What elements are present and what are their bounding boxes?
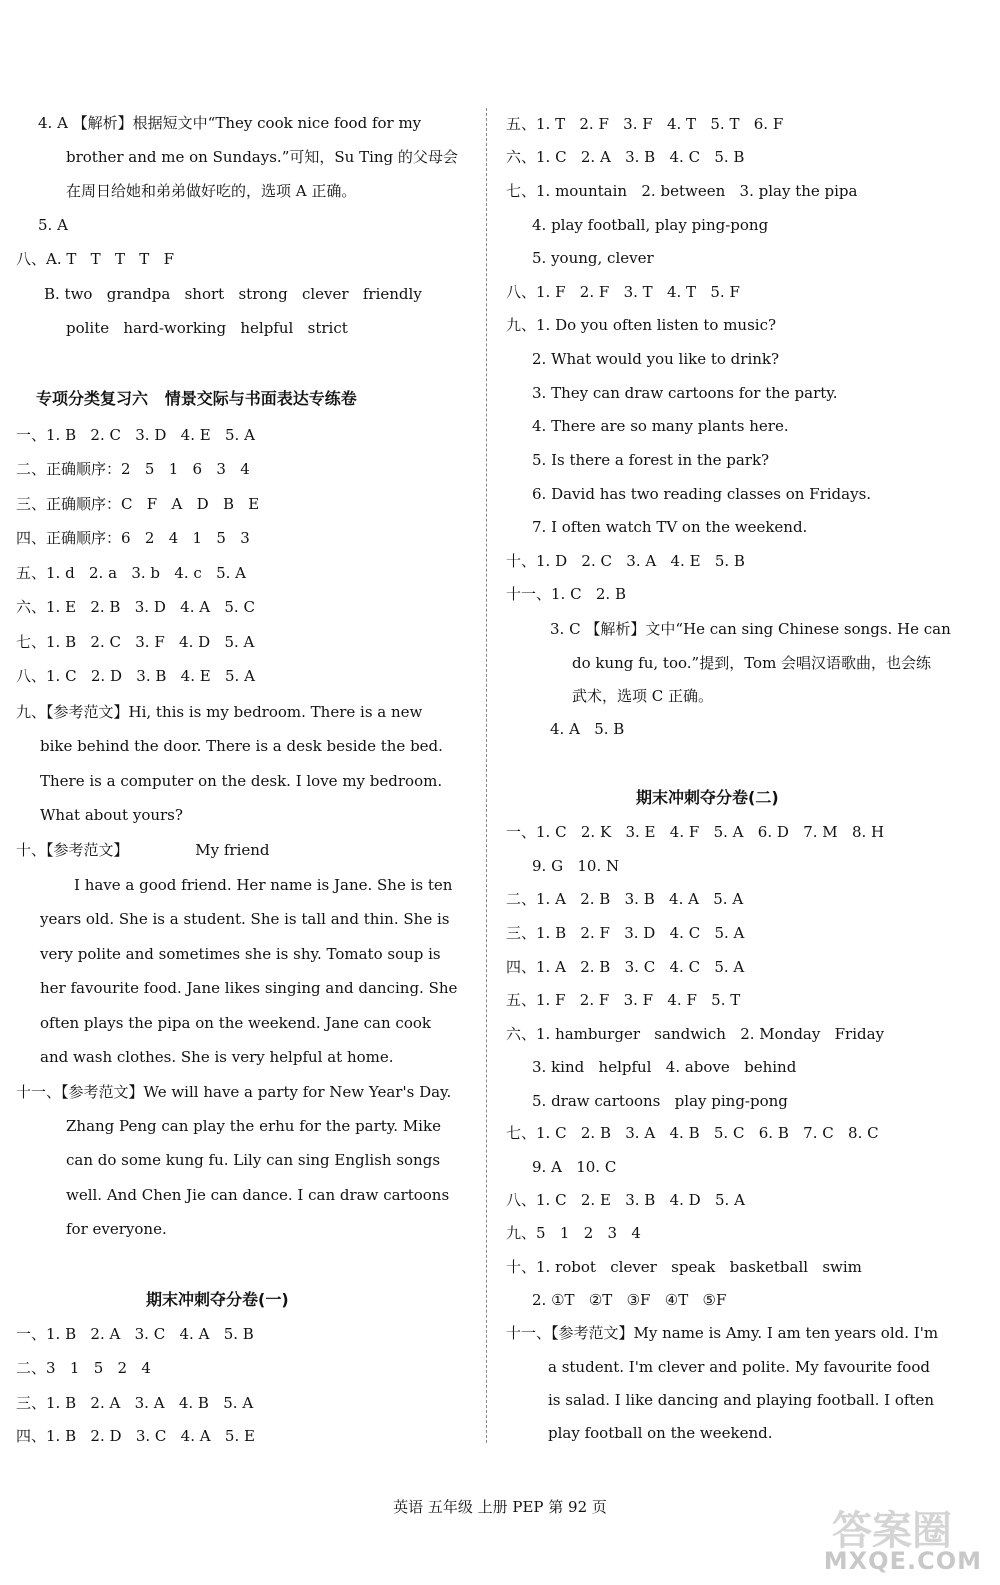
column-divider — [486, 108, 487, 1443]
text-line: 9. G 10. N — [532, 857, 620, 875]
watermark — [782, 1499, 982, 1579]
text-line: What about yours? — [40, 806, 183, 824]
section-heading: 期末冲刺夺分卷(二) — [636, 788, 779, 807]
text-line: 三、1. B 2. F 3. D 4. C 5. A — [506, 924, 745, 942]
text-line: 4. A 【解析】根据短文中“They cook nice food for my — [38, 114, 422, 132]
text-line: 一、1. C 2. K 3. E 4. F 5. A 6. D 7. M 8. H — [506, 823, 885, 841]
text-line: 六、1. C 2. A 3. B 4. C 5. B — [506, 148, 745, 166]
text-line: I have a good friend. Her name is Jane. She is ten — [74, 876, 453, 894]
text-line: 七、1. C 2. B 3. A 4. B 5. C 6. B 7. C 8. C — [506, 1124, 879, 1142]
text-line: 二、正确顺序：2 5 1 6 3 4 — [16, 460, 250, 478]
text-line: bike behind the door. There is a desk beside the bed. — [40, 737, 443, 755]
text-line: 十、【参考范文】 My friend — [16, 841, 270, 859]
text-line: 4. There are so many plants here. — [532, 417, 789, 435]
text-line: 九、1. Do you often listen to music? — [506, 316, 777, 334]
text-line: 3. kind helpful 4. above behind — [532, 1058, 797, 1076]
text-line: Zhang Peng can play the erhu for the party. Mike — [66, 1117, 441, 1135]
page-footer: 英语 五年级 上册 PEP 第 92 页 — [393, 1498, 607, 1516]
text-line: for everyone. — [66, 1220, 167, 1238]
text-line: 八、1. C 2. E 3. B 4. D 5. A — [506, 1191, 745, 1209]
text-line: very polite and sometimes she is shy. Tomato soup is — [40, 945, 441, 963]
text-line: do kung fu, too.”提到，Tom 会唱汉语歌曲，也会练 — [572, 654, 932, 672]
text-line: 三、1. B 2. A 3. A 4. B 5. A — [16, 1394, 254, 1412]
text-line: 2. ①T ②T ③F ④T ⑤F — [532, 1291, 727, 1309]
text-line: is salad. I like dancing and playing football. I often — [548, 1391, 935, 1409]
section-heading: 期末冲刺夺分卷(一) — [146, 1290, 289, 1309]
text-line: and wash clothes. She is very helpful at home. — [40, 1048, 394, 1066]
text-line: B. two grandpa short strong clever friendly — [44, 285, 422, 303]
text-line: 一、1. B 2. A 3. C 4. A 5. B — [16, 1325, 254, 1343]
text-line: 七、1. B 2. C 3. F 4. D 5. A — [16, 633, 255, 651]
text-line: 二、1. A 2. B 3. B 4. A 5. A — [506, 890, 744, 908]
text-line: 四、1. A 2. B 3. C 4. C 5. A — [506, 958, 745, 976]
text-line: 十、1. D 2. C 3. A 4. E 5. B — [506, 552, 745, 570]
watermark-text: MXQE.COM — [823, 1547, 982, 1575]
text-line: 3. They can draw cartoons for the party. — [532, 384, 838, 402]
text-line: 五、1. T 2. F 3. F 4. T 5. T 6. F — [506, 115, 784, 133]
text-line: 5. A — [38, 216, 68, 234]
text-line: 九、5 1 2 3 4 — [506, 1224, 641, 1242]
text-line: There is a computer on the desk. I love my bedroom. — [40, 772, 443, 790]
text-line: 四、正确顺序：6 2 4 1 5 3 — [16, 529, 250, 547]
section-heading: 专项分类复习六 情景交际与书面表达专练卷 — [36, 389, 357, 408]
text-line: can do some kung fu. Lily can sing English songs — [66, 1151, 441, 1169]
text-line: 八、1. C 2. D 3. B 4. E 5. A — [16, 667, 255, 685]
text-line: often plays the pipa on the weekend. Jane can cook — [40, 1014, 431, 1032]
text-line: 六、1. E 2. B 3. D 4. A 5. C — [16, 598, 255, 616]
text-line: 2. What would you like to drink? — [532, 350, 780, 368]
text-line: 十一、1. C 2. B — [506, 585, 626, 603]
text-line: years old. She is a student. She is tall and thin. She is — [40, 910, 450, 928]
text-line: 十、1. robot clever speak basketball swim — [506, 1258, 862, 1276]
text-line: 7. I often watch TV on the weekend. — [532, 518, 808, 536]
text-line: a student. I'm clever and polite. My favourite food — [548, 1358, 930, 1376]
text-line: polite hard-working helpful strict — [66, 319, 348, 337]
text-line: 十一、【参考范文】We will have a party for New Year's Day. — [16, 1083, 452, 1101]
text-line: 二、3 1 5 2 4 — [16, 1359, 151, 1377]
text-line: 在周日给她和弟弟做好吃的，选项 A 正确。 — [66, 182, 357, 200]
text-line: 八、1. F 2. F 3. T 4. T 5. F — [506, 283, 740, 301]
text-line: 八、A. T T T T F — [16, 250, 175, 268]
text-line: 4. play football, play ping-pong — [532, 216, 769, 234]
text-line: 5. young, clever — [532, 249, 654, 267]
text-line: 5. Is there a forest in the park? — [532, 451, 770, 469]
text-line: 六、1. hamburger sandwich 2. Monday Friday — [506, 1025, 885, 1043]
text-line: 6. David has two reading classes on Fridays. — [532, 485, 872, 503]
text-line: 十一、【参考范文】My name is Amy. I am ten years old. I'm — [506, 1324, 939, 1342]
text-line: 五、1. F 2. F 3. F 4. F 5. T — [506, 991, 741, 1009]
text-line: play football on the weekend. — [548, 1424, 773, 1442]
text-line: brother and me on Sundays.”可知，Su Ting 的父母会 — [66, 148, 458, 166]
text-line: well. And Chen Jie can dance. I can draw cartoons — [66, 1186, 450, 1204]
text-line: 4. A 5. B — [550, 720, 625, 738]
text-line: 三、正确顺序：C F A D B E — [16, 495, 260, 513]
text-line: 四、1. B 2. D 3. C 4. A 5. E — [16, 1427, 255, 1445]
text-line: 七、1. mountain 2. between 3. play the pipa — [506, 182, 858, 200]
text-line: 武术，选项 C 正确。 — [572, 687, 714, 705]
text-line: 九、【参考范文】Hi, this is my bedroom. There is a new — [16, 703, 423, 721]
text-line: 9. A 10. C — [532, 1158, 617, 1176]
text-line: 一、1. B 2. C 3. D 4. E 5. A — [16, 426, 255, 444]
watermark-logo: 答案圈 — [832, 1508, 952, 1554]
text-line: her favourite food. Jane likes singing and dancing. She — [40, 979, 458, 997]
text-line: 3. C 【解析】文中“He can sing Chinese songs. He can — [550, 620, 951, 638]
text-line: 五、1. d 2. a 3. b 4. c 5. A — [16, 564, 246, 582]
text-line: 5. draw cartoons play ping-pong — [532, 1092, 788, 1110]
